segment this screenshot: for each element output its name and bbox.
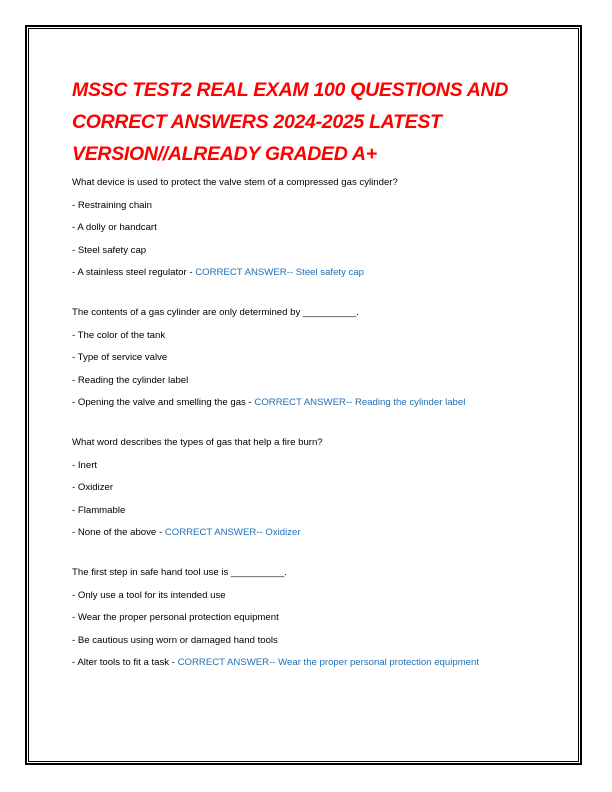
correct-answer: CORRECT ANSWER-- Oxidizer <box>164 527 301 538</box>
answer-separator: - <box>245 397 255 408</box>
option-with-answer <box>72 656 552 670</box>
option: - Alter tools to fit a task <box>72 657 170 668</box>
option: - Oxidizer <box>72 482 114 493</box>
answer-separator: - <box>186 267 196 278</box>
option: - None of the above <box>72 527 157 538</box>
correct-answer: CORRECT ANSWER-- Wear the proper personal protection equipment <box>177 657 480 668</box>
option: - Flammable <box>72 504 126 516</box>
question-block-4 <box>72 566 552 670</box>
option: - A stainless steel regulator <box>72 267 187 278</box>
correct-answer: CORRECT ANSWER-- Steel safety cap <box>195 267 365 278</box>
answer-separator: - <box>169 657 178 668</box>
option-with-answer <box>72 396 552 410</box>
document-title: MSSC TEST2 REAL EXAM 100 QUESTIONS AND CORRECT ANSWERS 2024-2025 LATEST VERSION//ALREADY GRADED A+ <box>72 79 509 165</box>
question-text: The first step in safe hand tool use is __________. <box>72 567 287 578</box>
question-text: The contents of a gas cylinder are only determined by __________. <box>72 307 359 318</box>
option: - Only use a tool for its intended use <box>72 589 226 601</box>
question-block-1 <box>72 176 552 280</box>
option: - Type of service valve <box>72 352 168 363</box>
option-with-answer <box>72 266 552 280</box>
question-block-3 <box>72 436 552 540</box>
option: - Reading the cylinder label <box>72 374 189 386</box>
option: - Steel safety cap <box>72 244 147 256</box>
option-with-answer <box>72 526 552 540</box>
option: - Be cautious using worn or damaged hand tools <box>72 634 278 646</box>
correct-answer: CORRECT ANSWER-- Reading the cylinder label <box>254 397 466 408</box>
question-block-2 <box>72 306 552 410</box>
option: - Wear the proper personal protection equipment <box>72 612 279 623</box>
option: - Opening the valve and smelling the gas <box>72 397 246 408</box>
answer-separator: - <box>156 527 165 538</box>
question-text: What word describes the types of gas that help a fire burn? <box>72 437 323 448</box>
question-text: What device is used to protect the valve stem of a compressed gas cylinder? <box>72 177 398 188</box>
option: - Restraining chain <box>72 199 152 211</box>
document-body <box>72 74 552 696</box>
option: - The color of the tank <box>72 329 166 341</box>
option: - Inert <box>72 459 98 471</box>
option: - A dolly or handcart <box>72 222 157 233</box>
